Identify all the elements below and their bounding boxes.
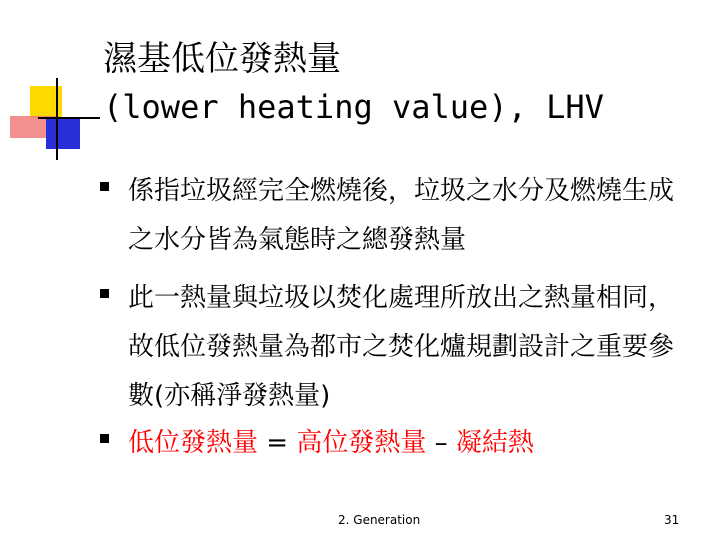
slide-footer: 2. Generation (338, 513, 421, 527)
formula-hhv: 高位發熱量 (296, 428, 427, 458)
formula-condensation-heat: 凝結熱 (455, 428, 534, 458)
bullet-text-2: 此一熱量與垃圾以焚化處理所放出之熱量相同，故低位發熱量為都市之焚化爐規劃設計之重要參數(亦稱淨發熱量) (128, 283, 675, 411)
title-line-1: 濕基低位發熱量 (103, 39, 341, 79)
logo-vertical-line (56, 78, 58, 160)
black-square-bullet-icon (100, 434, 109, 443)
page-number: 31 (664, 513, 680, 527)
bullet-text-1: 係指垃圾經完全燃燒後，垃圾之水分及燃燒生成之水分皆為氣態時之總發熱量 (128, 176, 675, 255)
blue-square (46, 117, 80, 149)
slide-title (103, 35, 703, 131)
title-line-2: (lower heating value), LHV (103, 88, 604, 126)
color-squares-logo-icon (0, 0, 100, 165)
black-square-bullet-icon (100, 289, 109, 298)
bullet-text-3 (128, 419, 698, 468)
black-square-bullet-icon (100, 182, 109, 191)
formula-lhv: 低位發熱量 (128, 428, 259, 458)
formula-minus: – (426, 428, 456, 458)
formula-equals: = (258, 428, 297, 458)
logo-horizontal-line (38, 117, 100, 119)
